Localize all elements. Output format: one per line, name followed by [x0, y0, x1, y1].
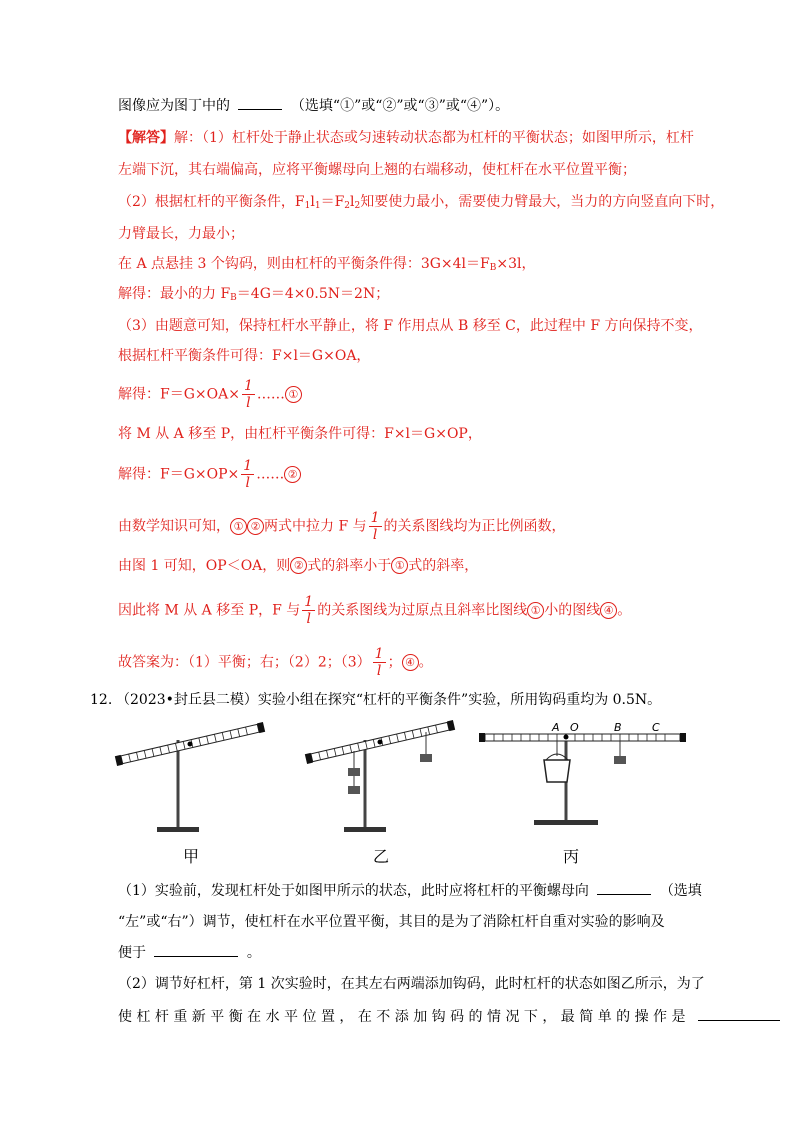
- text: 力臂最长，力最小；: [118, 226, 244, 242]
- solution-line-7: [118, 316, 702, 336]
- circled-number: ①: [285, 386, 302, 403]
- denominator: l: [376, 663, 382, 679]
- text: 的关系图线为过原点且斜率比图线: [317, 602, 528, 619]
- answer-blank[interactable]: [238, 95, 282, 110]
- question-number: 12.: [90, 692, 113, 708]
- text: 两式中拉力 F 与: [264, 518, 367, 535]
- text: ＝4G＝4×0.5N＝2N；: [236, 286, 390, 302]
- label-C: C: [652, 721, 660, 734]
- solution-line-13: [118, 556, 478, 576]
- text: ……: [256, 466, 285, 483]
- label-O: O: [570, 721, 579, 734]
- caption-bing: 丙: [563, 847, 580, 866]
- label-B: B: [614, 721, 622, 734]
- solution-line-6: [118, 284, 389, 308]
- hook-mass: [348, 768, 360, 776]
- numerator: 1: [304, 594, 314, 610]
- text: 图像应为图丁中的: [118, 98, 230, 114]
- circled-number: ①: [391, 557, 408, 574]
- hook-mass: [348, 786, 360, 794]
- solution-line-10: [118, 424, 482, 444]
- question-part-2-line-2: [118, 1006, 780, 1027]
- text: ×3l，: [496, 256, 536, 272]
- stand-base: [157, 827, 199, 832]
- solution-line-14: [118, 594, 631, 627]
- text: 。: [418, 654, 433, 671]
- caption-jia: 甲: [183, 847, 200, 866]
- fraction: [302, 594, 315, 627]
- solution-tag: 【解答】: [118, 130, 174, 146]
- solution-line-4: [118, 224, 244, 244]
- text: 的关系图线均为正比例函数，: [383, 518, 566, 535]
- text: 。: [246, 945, 261, 961]
- question-part-1-line-3: [118, 942, 261, 963]
- text: 小的图线: [544, 602, 601, 619]
- text: ；: [387, 654, 402, 671]
- solution-line-8: [118, 346, 370, 366]
- answer-blank[interactable]: [154, 942, 238, 957]
- solution-line-3: [118, 192, 724, 216]
- denominator: l: [245, 475, 250, 491]
- circled-number: ②: [290, 557, 307, 574]
- text: 由图 1 可知，OP＜OA，则: [118, 558, 291, 574]
- circled-number: ④: [600, 602, 617, 619]
- text: （2）调节好杠杆，第 1 次实验时，在其左右两端添加钩码，此时杠杆的状态如图乙所示，为了: [118, 976, 705, 992]
- text: 式的斜率小于: [307, 558, 392, 574]
- caption-yi: 乙: [373, 847, 390, 866]
- text: 左端下沉，其右端偏高，应将平衡螺母向上翘的右端移动，使杠杆在水平位置平衡；: [118, 162, 636, 178]
- fraction: [241, 458, 254, 491]
- subscript: B: [230, 293, 237, 303]
- text: 故答案为：（1）平衡；右；（2）2；（3）: [118, 654, 371, 671]
- subscript: B: [489, 263, 497, 273]
- text: （选填“①”或“②”或“③”或“④”）。: [290, 98, 510, 114]
- text: 知要使力最小，需要使力臂最大，当力的方向竖直向下时，: [360, 194, 725, 210]
- stand-base: [534, 820, 598, 825]
- text: ＝F: [320, 194, 345, 210]
- hook-mass: [614, 756, 626, 764]
- text: l: [310, 194, 315, 210]
- text: 式的斜率，: [408, 558, 479, 574]
- pivot: [188, 742, 193, 747]
- figure-yi: [305, 720, 455, 832]
- subscript: 1: [304, 201, 311, 211]
- figure-jia: [115, 722, 265, 832]
- label-A: A: [552, 721, 560, 734]
- answer-blank[interactable]: [597, 880, 651, 895]
- text: 。: [617, 602, 632, 619]
- lever-horizontal: [485, 734, 680, 741]
- numerator: 1: [243, 378, 253, 394]
- answer-blank[interactable]: [698, 1006, 780, 1021]
- text: 解得：F＝G×OP×: [118, 466, 240, 483]
- text: 解得：F＝G×OA×: [118, 386, 240, 403]
- denominator: l: [372, 527, 378, 543]
- hook-mass: [420, 754, 432, 762]
- text: “左”或“右”）调节，使杠杆在水平位置平衡，其目的是为了消除杠杆自重对实验的影响及: [118, 914, 665, 930]
- bucket: [544, 760, 570, 782]
- subscript: 2: [344, 201, 351, 211]
- fraction: [242, 378, 255, 411]
- text: 解：（1）杠杆处于静止状态或匀速转动状态都为杠杆的平衡状态；如图甲所示，杠杆: [174, 130, 694, 146]
- question-part-1-line-2: [118, 912, 665, 932]
- circled-number: ④: [402, 654, 419, 671]
- text: l: [350, 194, 355, 210]
- solution-line-1: [118, 128, 694, 148]
- question-part-2-line-1: [118, 974, 705, 994]
- text: 根据杠杆平衡条件可得：F×l＝G×OA，: [118, 348, 371, 364]
- solution-line-11: [118, 458, 301, 491]
- figure-bing: [479, 721, 686, 825]
- numerator: 1: [243, 458, 253, 474]
- question-part-1-line-1: [118, 880, 702, 901]
- text: ……: [256, 386, 285, 403]
- stand-base: [344, 827, 386, 832]
- text: 在 A 点悬挂 3 个钩码，则由杠杆的平衡条件得：3G×4l＝F: [118, 256, 490, 272]
- fraction: [369, 510, 382, 543]
- fill-in-line: [118, 95, 509, 116]
- text: 由数学知识可知，: [118, 518, 230, 535]
- text: （2）根据杠杆的平衡条件，F: [118, 194, 305, 210]
- solution-line-5: [118, 254, 536, 278]
- text: （3）由题意可知，保持杠杆水平静止，将 F 作用点从 B 移至 C，此过程中 F 方向保持不变，: [118, 318, 703, 334]
- circled-number: ①: [527, 602, 544, 619]
- solution-line-2: [118, 160, 636, 180]
- text: （选填: [659, 883, 702, 899]
- subscript: 1: [314, 201, 321, 211]
- fraction: [373, 646, 386, 679]
- solution-line-15: [118, 646, 433, 679]
- circled-number: ②: [247, 518, 264, 535]
- pivot: [378, 740, 383, 745]
- numerator: 1: [370, 510, 380, 526]
- text: （1）实验前，发现杠杆处于如图甲所示的状态，此时应将杠杆的平衡螺母向: [118, 883, 589, 899]
- text: 便于: [118, 945, 146, 961]
- circled-number: ②: [284, 466, 301, 483]
- text: 解得：最小的力 F: [118, 286, 231, 302]
- numerator: 1: [374, 646, 384, 662]
- pivot: [564, 735, 569, 740]
- text: 因此将 M 从 A 移至 P，F 与: [118, 602, 301, 619]
- text: 使 杠 杆 重 新 平 衡 在 水 平 位 置 ， 在 不 添 加 钩 码 的 情 况 下 ， 最 简 单 的 操 作 是: [118, 1009, 686, 1025]
- subscript: 2: [354, 201, 361, 211]
- solution-line-12: [118, 510, 566, 543]
- circled-number: ①: [230, 518, 247, 535]
- text: （2023•封丘县二模）实验小组在探究“杠杆的平衡条件”实验，所用钩码重均为 0.5N。: [116, 692, 662, 708]
- text: 将 M 从 A 移至 P，由杠杆平衡条件可得：F×l＝G×OP，: [118, 426, 482, 442]
- question-stem: [116, 690, 661, 710]
- denominator: l: [246, 395, 251, 411]
- solution-line-9: [118, 378, 302, 411]
- denominator: l: [306, 611, 311, 627]
